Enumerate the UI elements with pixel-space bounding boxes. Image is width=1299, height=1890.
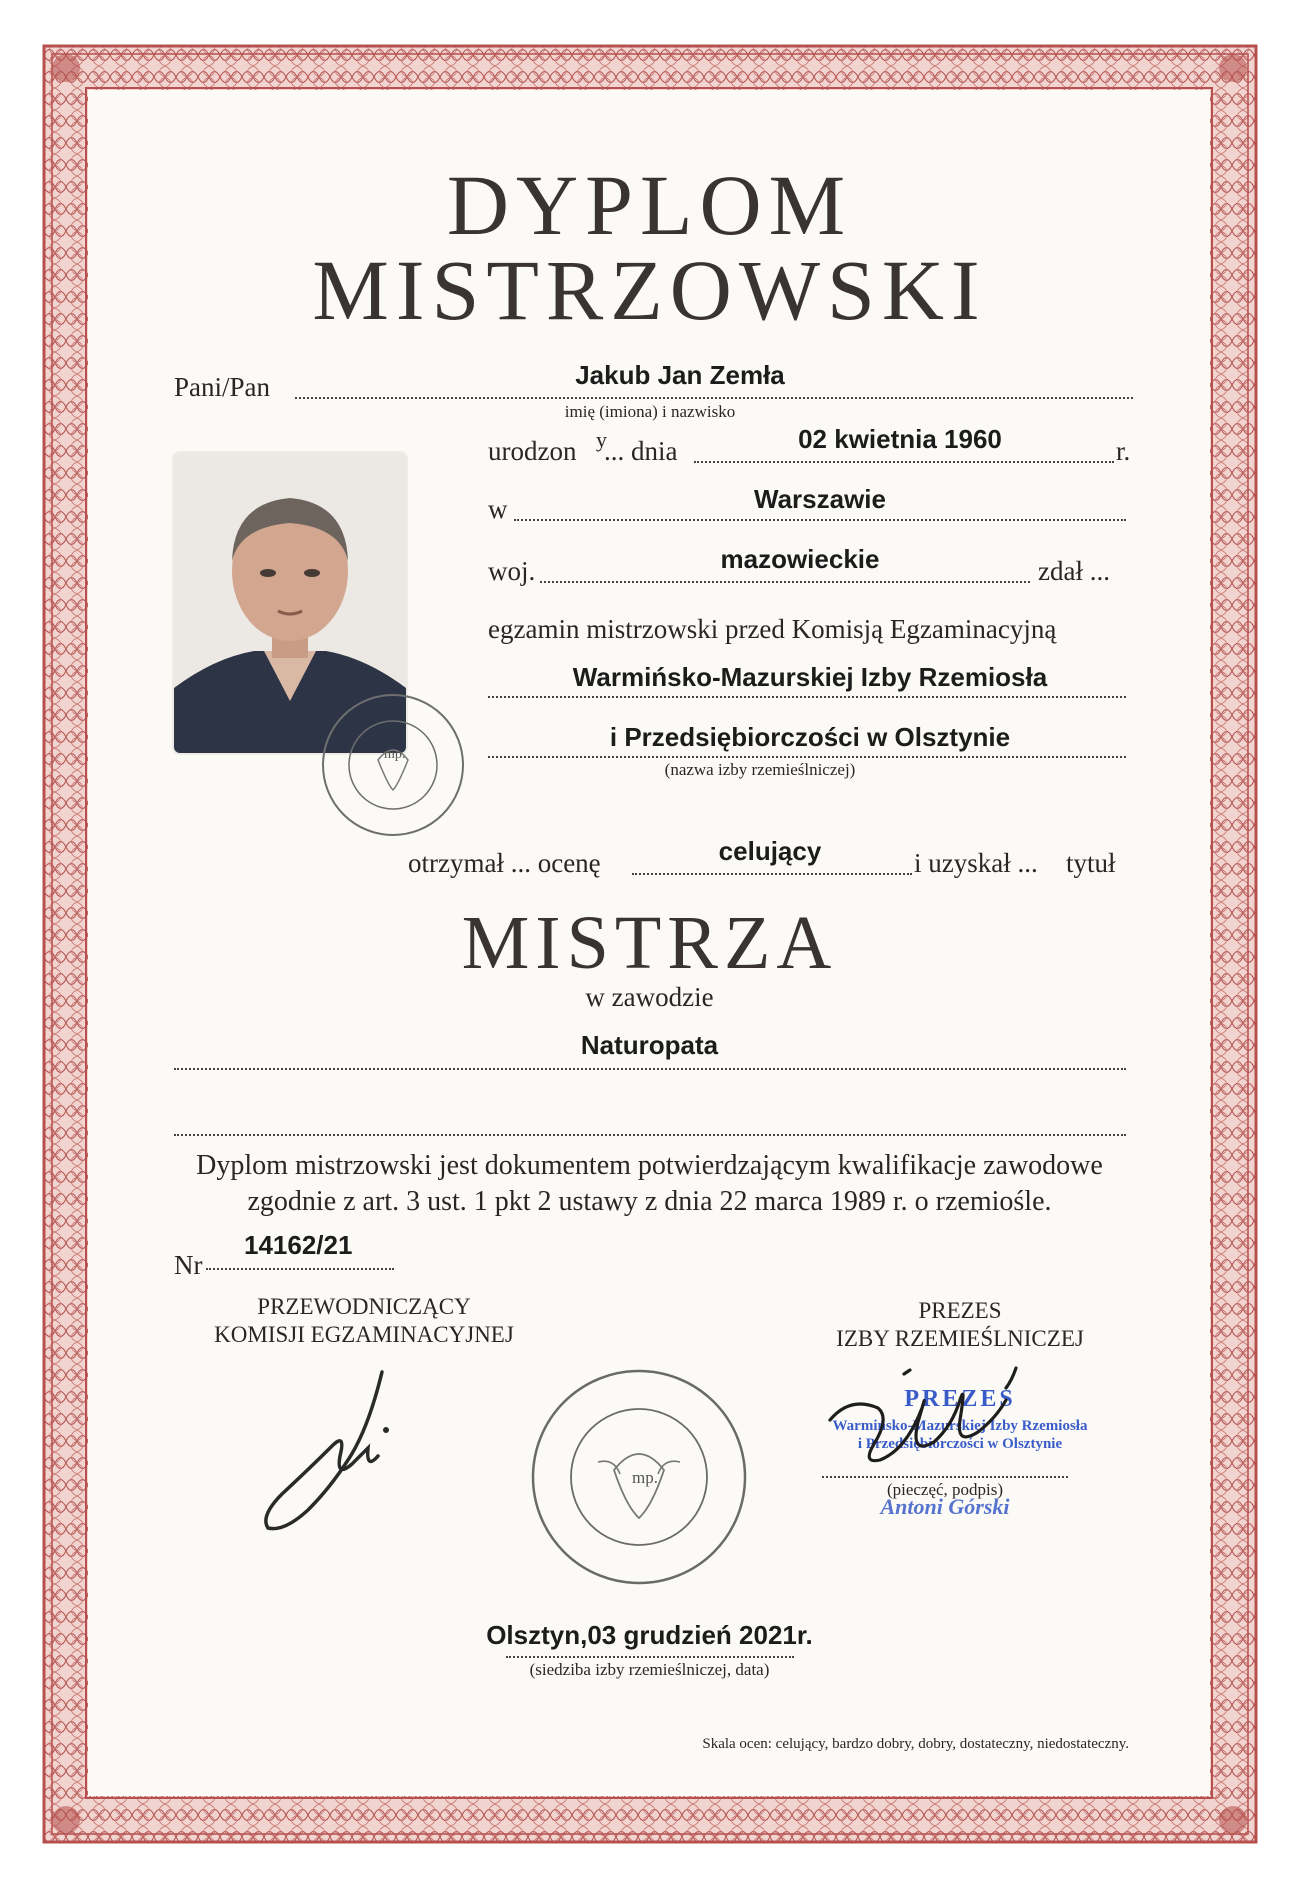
label-urodzon: urodzon: [488, 436, 577, 466]
profession-dots-1: [174, 1068, 1126, 1070]
title-line-1: DYPLOM: [446, 157, 853, 253]
blue-stamp-line-1: Warmińsko-Mazurskiej Izby Rzemiosła: [832, 1418, 1088, 1434]
caption-place-date: (siedziba izby rzemieślniczej, data): [529, 1660, 770, 1679]
grade-dots: [632, 873, 912, 875]
label-w: w: [488, 494, 508, 524]
blue-stamp-name: Antoni Górski: [880, 1494, 1010, 1519]
blue-stamp-line-2: i Przedsiębiorczości w Olsztynie: [857, 1436, 1063, 1452]
caption-name: imię (imiona) i nazwisko: [564, 402, 736, 421]
name-dots: [295, 397, 1133, 399]
field-chamber-2: i Przedsiębiorczości w Olsztynie: [609, 722, 1011, 752]
label-w-zawodzie: w zawodzie: [585, 982, 714, 1012]
field-birth-date: 02 kwietnia 1960: [798, 424, 1002, 454]
label-pani-pan: Pani/Pan: [174, 372, 271, 402]
legal-line-2: zgodnie z art. 3 ust. 1 pkt 2 ustawy z dnia 22 marca 1989 r. o rzemiośle.: [247, 1186, 1052, 1217]
chamber-dots-2: [488, 756, 1126, 758]
label-uzyskal: i uzyskał ...: [914, 848, 1038, 878]
president-line-1: PREZES: [918, 1298, 1002, 1323]
stamp-center-label: mp.: [632, 1468, 658, 1487]
label-tytul: tytuł: [1066, 848, 1116, 878]
chair-signature: [250, 1360, 430, 1550]
field-birth-place: Warszawie: [754, 484, 886, 514]
title-mistrza: MISTRZA: [461, 901, 838, 985]
president-signature: [810, 1360, 1070, 1510]
birthplace-dots: [514, 519, 1126, 521]
chair-line-2: KOMISJI EGZAMINACYJNEJ: [214, 1322, 514, 1347]
label-nr: Nr: [174, 1250, 203, 1280]
grade-scale: Skala ocen: celujący, bardzo dobry, dobry, dostateczny, niedostateczny.: [702, 1736, 1129, 1752]
stamp-small: [318, 690, 468, 840]
field-voivodeship: mazowieckie: [720, 544, 880, 574]
text-exam: egzamin mistrzowski przed Komisją Egzaminacyjną: [488, 614, 1057, 644]
label-r: r.: [1116, 436, 1131, 466]
field-chamber-1: Warmińsko-Mazurskiej Izby Rzemiosła: [572, 662, 1048, 692]
field-place-date: Olsztyn,03 grudzień 2021r.: [486, 1620, 813, 1650]
title-line-2: MISTRZOWSKI: [312, 242, 987, 338]
label-zdal: zdał ...: [1038, 556, 1110, 586]
voivodeship-dots: [540, 581, 1030, 583]
number-dots: [206, 1268, 394, 1270]
caption-seal: (pieczęć, podpis): [886, 1480, 1004, 1499]
field-profession: Naturopata: [580, 1030, 719, 1060]
chamber-dots-1: [488, 696, 1126, 698]
gender-suffix: y: [596, 427, 607, 452]
legal-line-1: Dyplom mistrzowski jest dokumentem potwierdzającym kwalifikacje zawodowe: [196, 1150, 1103, 1181]
profession-dots-2: [174, 1134, 1126, 1136]
chair-line-1: PRZEWODNICZĄCY: [257, 1294, 471, 1319]
label-dnia: ... dnia: [604, 436, 678, 466]
label-otrzymal: otrzymał ... ocenę: [408, 848, 601, 878]
blue-stamp-title: PREZES: [904, 1386, 1016, 1412]
president-line-2: IZBY RZEMIEŚLNICZEJ: [836, 1326, 1084, 1351]
birthdate-dots: [694, 461, 1114, 463]
label-woj: woj.: [488, 556, 536, 586]
field-grade: celujący: [718, 836, 822, 866]
place-date-dots: [506, 1656, 794, 1658]
caption-chamber: (nazwa izby rzemieślniczej): [664, 760, 856, 779]
field-number: 14162/21: [244, 1230, 353, 1260]
stamp-small-label: mp.: [384, 747, 406, 762]
field-name: Jakub Jan Zemła: [575, 360, 785, 390]
